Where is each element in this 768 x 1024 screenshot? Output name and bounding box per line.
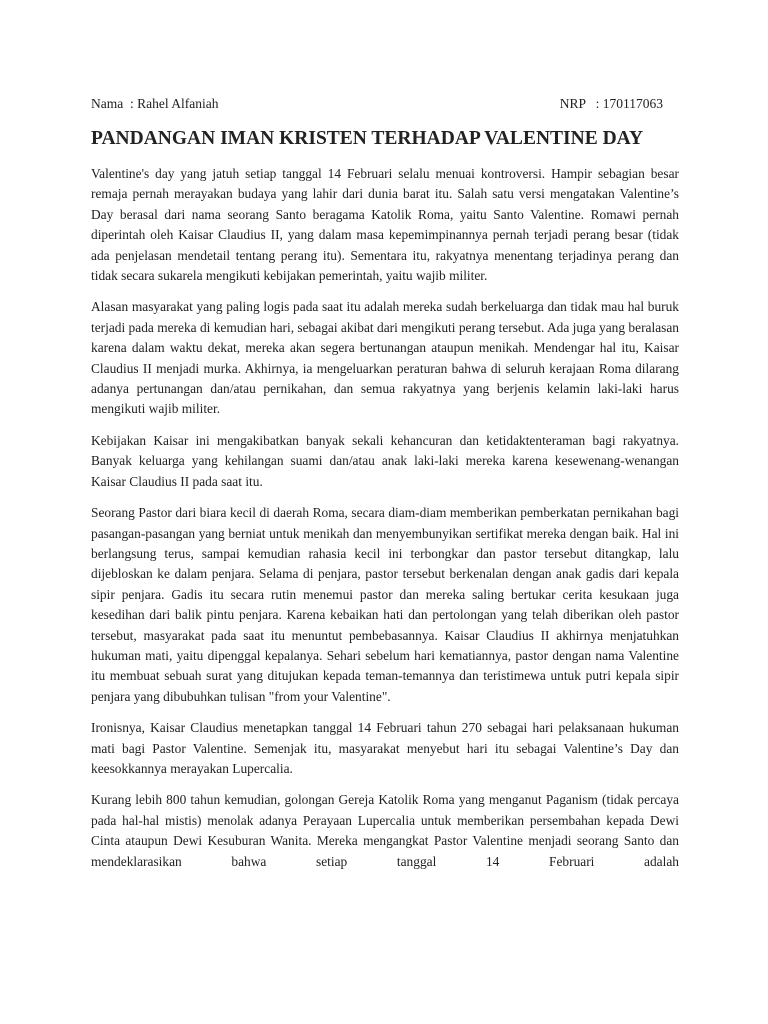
page-title: PANDANGAN IMAN KRISTEN TERHADAP VALENTINE DAY (91, 128, 644, 149)
header (91, 94, 663, 114)
paragraph: Seorang Pastor dari biara kecil di daerah Roma, secara diam-diam memberikan pemberkatan pernikahan bagi pasangan-pasangan yang berniat untuk menikah dan menyembunyikan sertifikat mereka dengan baik. Hal ini berlangsung terus, sampai kemudian rahasia kecil ini terbongkar dan pastor tersebut ditangkap, lalu dijebloskan ke dalam penjara. Selama di penjara, pastor tersebut berkenalan dengan anak gadis dari kepala sipir penjara. Gadis itu secara rutin menemui pastor dan mereka saling bertukar cerita kesukaan juga kesedihan dari balik pintu penjara. Karena kebaikan hati dan pertolongan yang telah diberikan oleh pastor tersebut, masyarakat pada saat itu menuntut pembebasannya. Kaisar Claudius II akhirnya menjatuhkan hukuman mati, yaitu dipenggal kepalanya. Sehari sebelum hari kematiannya, pastor dengan nama Valentine itu membuat sebuah surat yang ditujukan kepada teman-temannya dan teristimewa untuk putri kepala sipir penjara yang dibubuhkan tulisan "from your Valentine". (91, 505, 679, 704)
paragraph: Valentine's day yang jatuh setiap tanggal 14 Februari selalu menuai kontroversi. Hampir sebagian besar remaja pernah merayakan budaya yang lahir dari dunia barat itu. Salah satu versi mengatakan Valentine’s Day berasal dari nama seorang Santo beragama Katolik Roma, yaitu Santo Valentine. Romawi pernah diperintah oleh Kaisar Claudius II, yang dalam masa kepemimpinannya pernah terjadi perang besar (tidak ada penjelasan mendetail tentang perang itu). Sementara itu, rakyatnya menentang terjadinya perang dan tidak secara sukarela mengikuti kebijakan pemerintah, yaitu wajib militer. (91, 166, 679, 284)
student-name: Nama : Rahel Alfaniah (91, 96, 219, 111)
paragraph: Ironisnya, Kaisar Claudius menetapkan tanggal 14 Februari tahun 270 sebagai hari pelaksanaan hukuman mati bagi Pastor Valentine. Semenjak itu, masyarakat menyebut hari itu sebagai Valentine’s Day dan keesokkannya merayakan Lupercalia. (91, 720, 679, 776)
student-nrp: NRP : 170117063 (559, 96, 663, 111)
paragraph: Kurang lebih 800 tahun kemudian, golongan Gereja Katolik Roma yang menganut Paganism (tidak percaya pada hal-hal mistis) menolak adanya Perayaan Lupercalia untuk memberikan persembahan kepada Dewi Cinta ataupun Dewi Kesuburan Wanita. Mereka mengangkat Pastor Valentine menjadi seorang Santo dan mendeklarasikan bahwa setiap tanggal 14 Februari adalah (91, 792, 679, 869)
document-body (91, 164, 679, 872)
paragraph: Alasan masyarakat yang paling logis pada saat itu adalah mereka sudah berkeluarga dan tidak mau hal buruk terjadi pada mereka di kemudian hari, sebagai akibat dari mengikuti perang tersebut. Ada juga yang beralasan karena dalam waktu dekat, mereka akan segera bertunangan ataupun menikah. Mendengar hal itu, Kaisar Claudius II menjadi murka. Akhirnya, ia mengeluarkan peraturan bahwa di seluruh kerajaan Roma dilarang adanya pertunangan dan/atau pernikahan, dan semua rakyatnya yang berjenis kelamin laki-laki harus mengikuti wajib militer. (91, 299, 679, 417)
paragraph: Kebijakan Kaisar ini mengakibatkan banyak sekali kehancuran dan ketidaktenteraman bagi rakyatnya. Banyak keluarga yang kehilangan suami dan/atau anak laki-laki mereka karena kesewenang-wenangan Kaisar Claudius II pada saat itu. (91, 432, 679, 489)
